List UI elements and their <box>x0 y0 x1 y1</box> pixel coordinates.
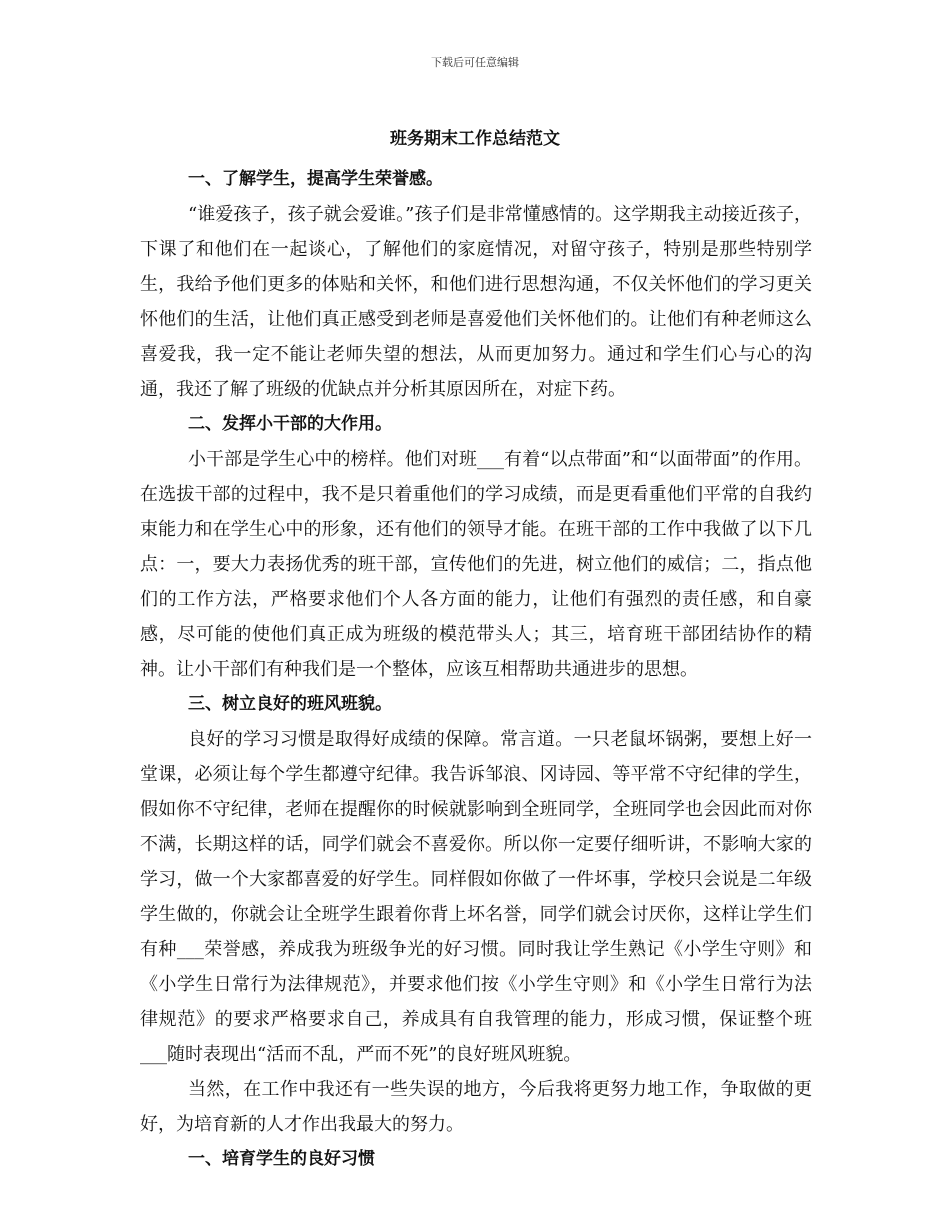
section-heading-4: 一、培育学生的良好习惯 <box>188 1149 375 1169</box>
paragraph-1: “谁爱孩子，孩子就会爱谁。”孩子们是非常懂感情的。这学期我主动接近孩子，下课了和他们在一起谈心，了解他们的家庭情况，对留守孩子，特别是那些特别学生，我给予他们更多的体贴和关怀，和他们进行思想沟通，不仅关怀他们的学习更关怀他们的生活，让他们真正感受到老师是喜爱他们关怀他们的。让他们有种老师这么喜爱我，我一定不能让老师失望的想法，从而更加努力。通过和学生们心与心的沟通，我还了解了班级的优缺点并分析其原因所在，对症下药。 <box>140 204 812 400</box>
paragraph-3: 良好的学习习惯是取得好成绩的保障。常言道。一只老鼠坏锅粥，要想上好一堂课，必须让每个学生都遵守纪律。我告诉邹浪、冈诗园、等平常不守纪律的学生，假如你不守纪律，老师在提醒你的时候就影响到全班同学，全班同学也会因此而对你不满，长期这样的话，同学们就会不喜爱你。所以你一定要仔细听讲，不影响大家的学习，做一个大家都喜爱的好学生。同样假如你做了一件坏事，学校只会说是二年级学生做的，你就会让全班学生跟着你背上坏名誉，同学们就会讨厌你，这样让学生们有种___荣誉感，养成我为班级争光的好习惯。同时我让学生熟记《小学生守则》和《小学生日常行为法律规范》，并要求他们按《小学生守则》和《小学生日常行为法律规范》的要求严格要求自己，养成具有自我管理的能力，形成习惯，保证整个班___随时表现出“活而不乱，严而不死”的良好班风班貌。 <box>140 729 812 1065</box>
document-body <box>140 162 812 1177</box>
section-heading-2: 二、发挥小干部的大作用。 <box>188 414 392 434</box>
paragraph-4: 当然，在工作中我还有一些失误的地方，今后我将更努力地工作，争取做的更好，为培育新的人才作出我最大的努力。 <box>140 1079 812 1135</box>
paragraph-2: 小干部是学生心中的榜样。他们对班___有着“以点带面”和“以面带面”的作用。在选拔干部的过程中，我不是只着重他们的学习成绩，而是更看重他们平常的自我约束能力和在学生心中的形象，还有他们的领导才能。在班干部的工作中我做了以下几点：一，要大力表扬优秀的班干部，宣传他们的先进，树立他们的威信；二，指点他们的工作方法，严格要求他们个人各方面的能力，让他们有强烈的责任感，和自豪感，尽可能的使他们真正成为班级的模范带头人；其三，培育班干部团结协作的精神。让小干部们有种我们是一个整体，应该互相帮助共通进步的思想。 <box>140 449 812 680</box>
header-note: 下载后可任意编辑 <box>431 56 519 69</box>
section-heading-1: 一、了解学生，提高学生荣誉感。 <box>188 169 443 189</box>
section-heading-3: 三、树立良好的班风班貌。 <box>188 694 392 714</box>
document-title: 班务期末工作总结范文 <box>390 129 560 149</box>
